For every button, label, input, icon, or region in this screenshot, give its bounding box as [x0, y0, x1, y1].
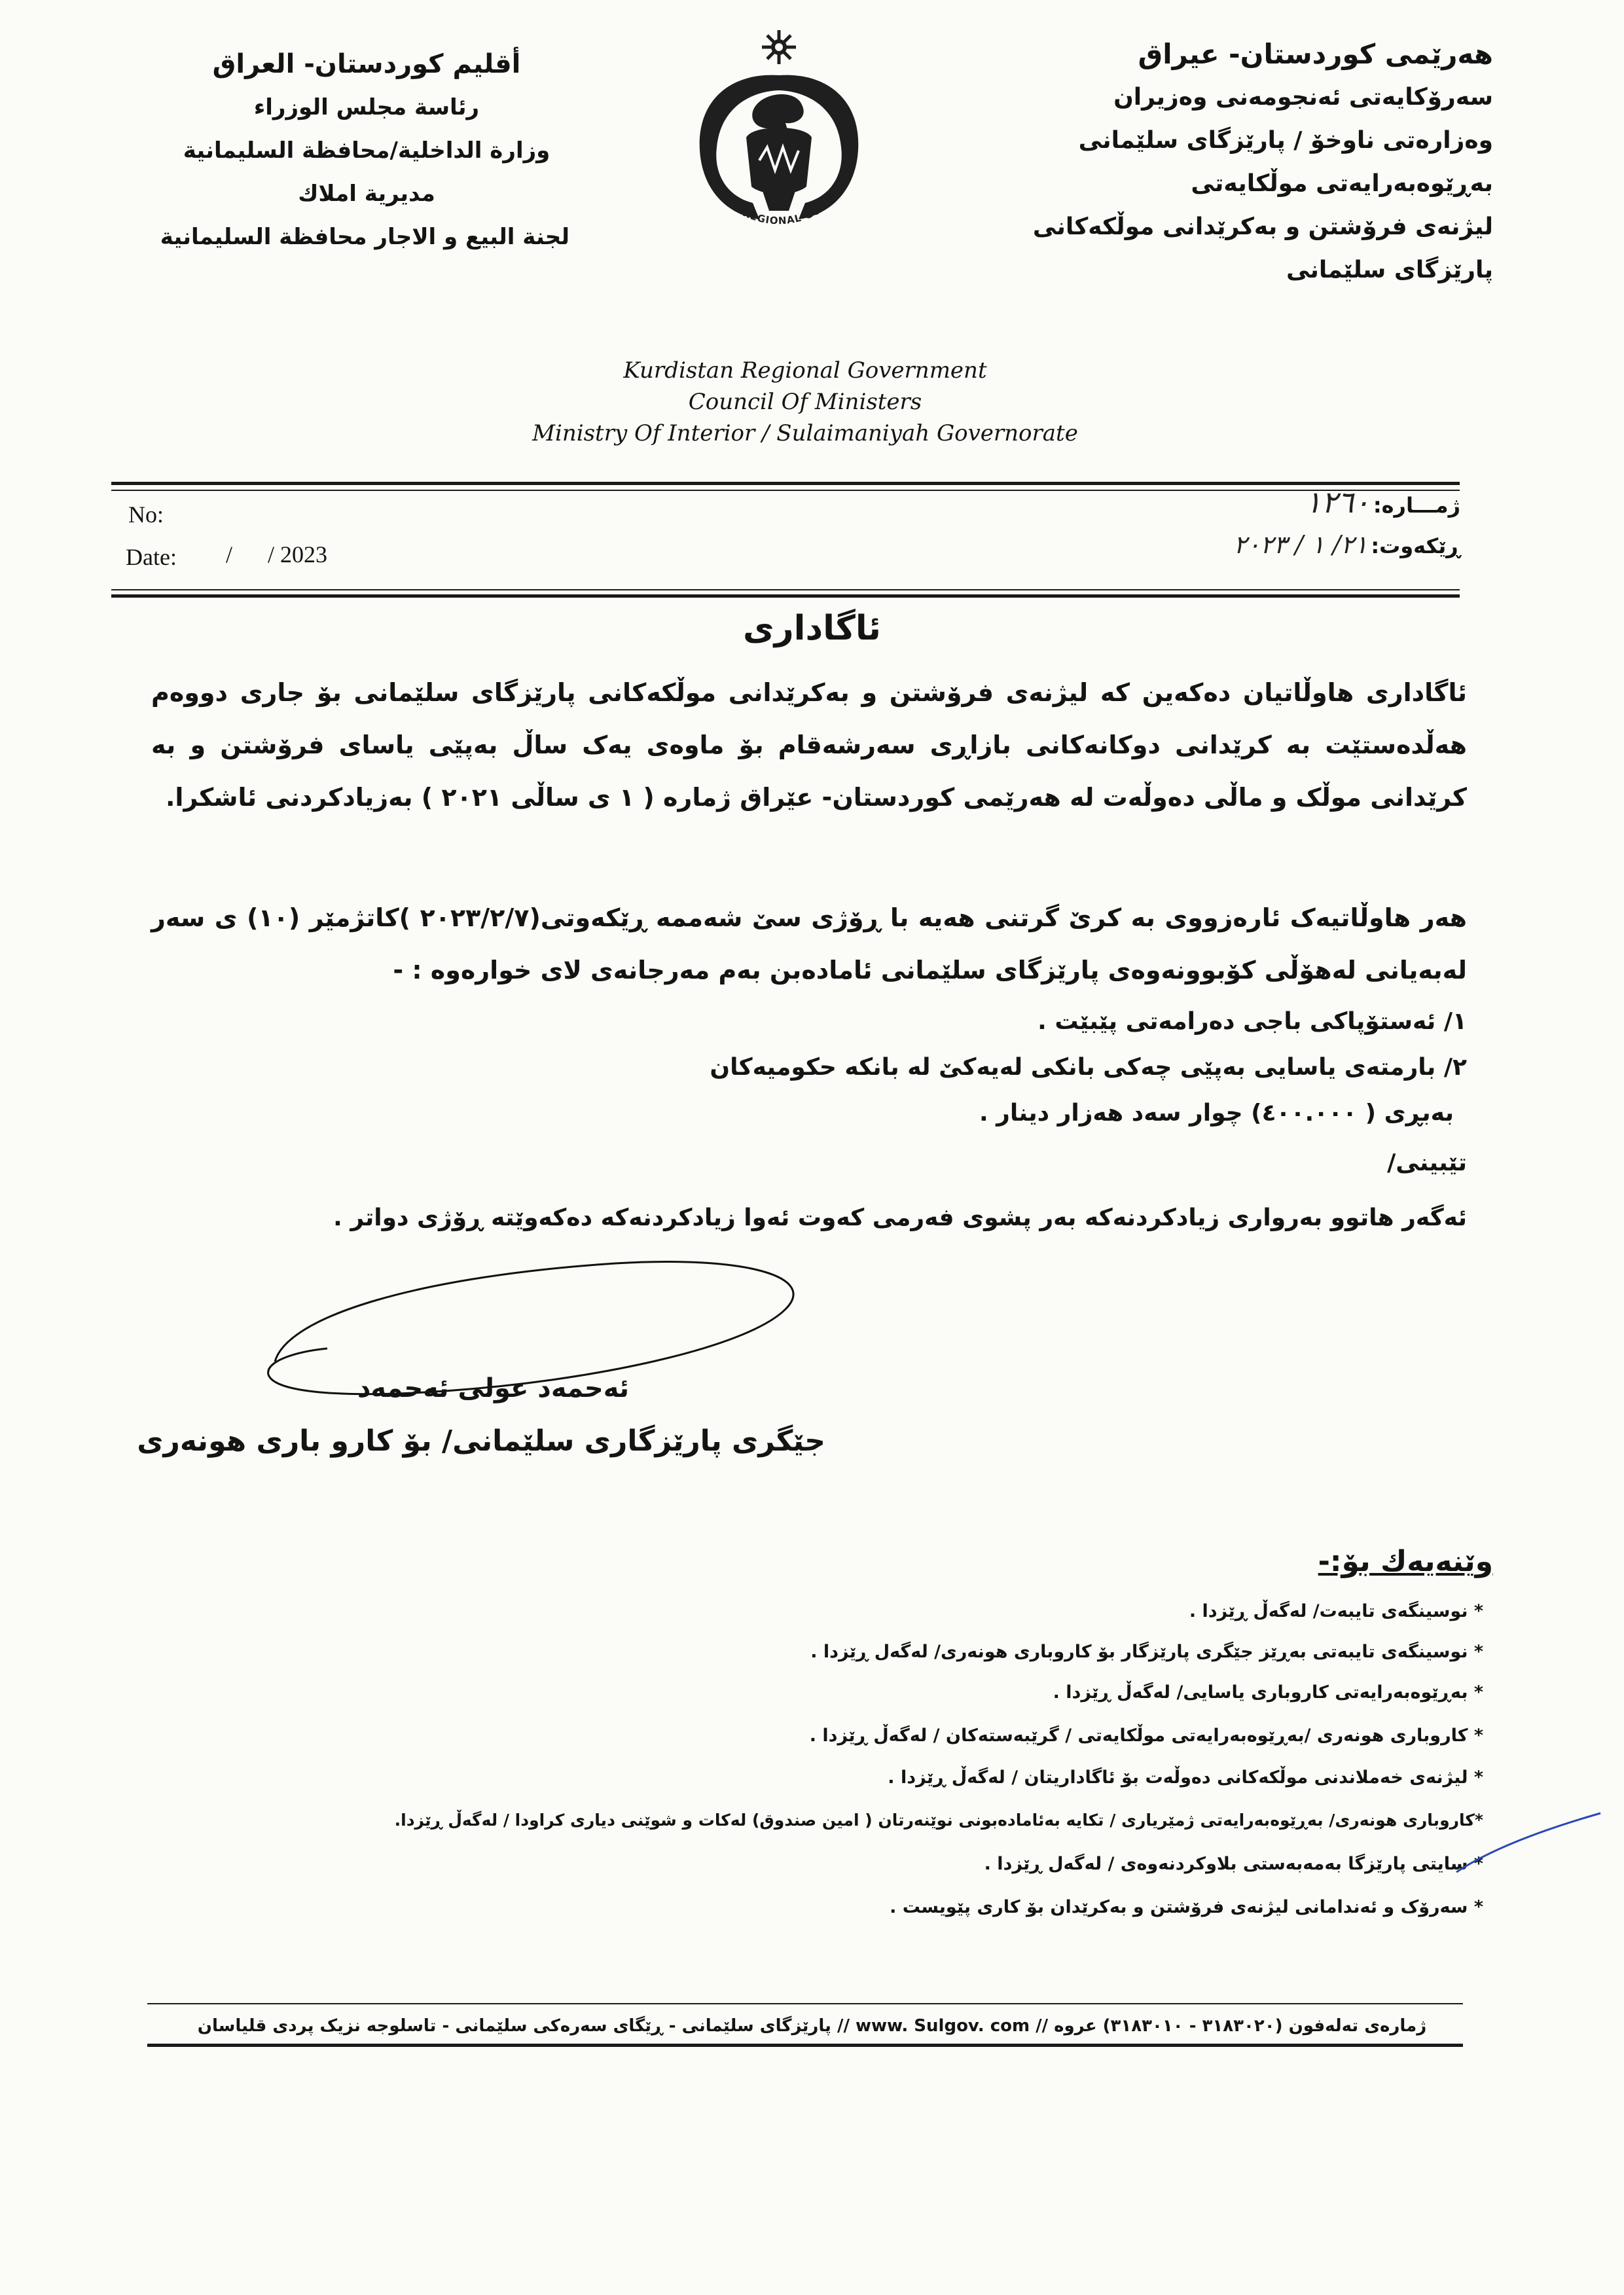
cc-item: *کاروباری هونەری/ بەڕێوەبەرایەتی ژمێریاری / تکایە بەئامادەبونی نوێنەرتان ( امین صندوق) لەکات و شوێنی دیاری کراودا / لەگەڵ ڕێزدا. — [394, 1811, 1483, 1830]
header-kurdish-line: وەزارەتی ناوخۆ / پارێزگای سلێمانی — [1078, 127, 1493, 154]
header-kurdish-line: سەرۆکایەتی ئەنجومەنی وەزیران — [1113, 84, 1493, 111]
header-arabic-block — [160, 43, 569, 259]
header-english-line: Kurdistan Regional Government — [623, 357, 987, 384]
footer-divider-thin — [147, 2003, 1463, 2004]
header-kurdish-line: لیژنەی فرۆشتن و بەکرێدانی موڵکەکانی — [1032, 213, 1493, 240]
header-english-block — [393, 355, 1218, 449]
paragraph-2: هەر هاوڵاتیەک ئارەزووی بە کرێ گرتنی هەیە با ڕۆژی سێ شەممە ڕێکەوتی(٢٠٢٣/٢/٧ )کاتژمێر (١٠) ی سەر لەبەیانی لەهۆڵی کۆبوونەوەی پارێزگای سلێمانی ئامادەبن بەم مەرجانەی لای خوارەوە : - — [151, 903, 1467, 985]
header-divider-thin — [111, 490, 1460, 491]
condition-2-amount: بەبڕی ( ٤٠٠.٠٠٠) چوار سەد هەزار دینار . — [979, 1100, 1454, 1127]
signature-scribble — [249, 1237, 825, 1434]
header-kurdish-block — [904, 33, 1493, 292]
header-arabic-line: أقليم كوردستان- العراق — [212, 49, 521, 79]
header-arabic-line: لجنة البيع و الاجار محافظة السليمانية — [160, 224, 569, 250]
header-arabic-line: وزارة الداخلية/محافظة السليمانية — [183, 137, 550, 164]
cc-item: * بەڕێوەبەرایەتی کاروباری یاسایی/ لەگەڵ ڕێزدا . — [1053, 1682, 1483, 1703]
no-label: No: — [128, 501, 164, 528]
header-english-line: Council Of Ministers — [688, 389, 922, 415]
footer-text: پارێزگای سلێمانی - ڕێگای سەرەکی سلێمانی - تاسلوجە نزیک پردی قلیاسان // www. Sulgov. com // ژمارەی تەلەفون (٣١٨٣٠٢٠ - ٣١٨٣٠١٠) عروە — [197, 2016, 1427, 2036]
number-field — [1305, 484, 1460, 520]
signatory-title: جێگری پارێزگاری سلێمانی/ بۆ کارو باری هونەری — [137, 1424, 825, 1458]
number-value: ١٢٦٠ — [1305, 484, 1370, 520]
signatory-name: ئەحمەد عولی ئەحمەد — [357, 1373, 629, 1403]
header-arabic-line: رئاسة مجلس الوزراء — [253, 94, 480, 120]
date-value: / / 2023 — [226, 541, 328, 568]
announcement-title: ئاگاداری — [743, 609, 881, 648]
date-label: Date: — [126, 544, 177, 570]
cc-item: * نوسینگەی تایبەتی بەڕێز جێگری پارێزگار بۆ کاروباری هونەری/ لەگەل ڕێزدا . — [810, 1642, 1483, 1662]
krg-logo — [655, 20, 903, 268]
eagle-emblem-icon — [655, 20, 903, 268]
header-arabic-line: مديرية املاك — [298, 181, 435, 207]
reference-divider-thin — [111, 589, 1460, 590]
header-kurdish-line: هەرێمی کوردستان- عیراق — [1138, 38, 1493, 70]
header-kurdish-line: بەڕێوەبەرایەتی موڵکایەتی — [1191, 170, 1493, 197]
cc-item: * نوسینگەی تایبەت/ لەگەڵ ڕێزدا . — [1189, 1601, 1483, 1621]
number-label: ژمـــارە: — [1373, 493, 1460, 518]
header-divider-thick — [111, 482, 1460, 485]
condition-2: ٢/ بارمتەی یاسایی بەپێی چەکی بانکی لەیەکێ لە بانکە حکومیەکان — [710, 1054, 1467, 1081]
date-value-ku: ٢١/ ١ / ٢٠٢٣ — [1233, 530, 1368, 559]
reference-divider-thick — [111, 594, 1460, 598]
footer-divider-thick — [147, 2044, 1463, 2047]
note-label: تێبینی/ — [1387, 1149, 1467, 1176]
condition-1: ١/ ئەستۆپاکی باجی دەرامەتی پێبێت . — [1038, 1008, 1467, 1035]
cc-item: * سەرۆک و ئەندامانی لیژنەی فرۆشتن و بەکرێدان بۆ کاری پێویست . — [890, 1897, 1483, 1917]
logo-text: DISTAN REGIONAL GOVERNM — [706, 175, 852, 227]
header-english-line: Ministry Of Interior / Sulaimaniyah Governorate — [532, 420, 1078, 446]
cc-item: * سایتی پارێزگا بەمەبەستی بلاوکردنەوەی / لەگەل ڕێزدا . — [984, 1854, 1483, 1874]
cc-title: وێنەیەك بۆ:- — [1318, 1545, 1493, 1578]
note-text: ئەگەر هاتوو بەرواری زیادکردنەکە بەر پشوی فەرمی کەوت ئەوا زیادکردنەکە دەکەوێتە ڕۆژی دواتر . — [333, 1204, 1467, 1231]
pen-mark — [1453, 1807, 1604, 1879]
date-label-ku: ڕێکەوت: — [1371, 533, 1460, 558]
cc-item: * کاروباری هونەری /بەڕێوەبەرایەتی موڵکایەتی / گرێبەستەکان / لەگەڵ ڕێزدا . — [809, 1726, 1483, 1746]
paragraph-1: ئاگاداری هاوڵاتیان دەکەین کە لیژنەی فرۆشتن و بەکرێدانی موڵکەکانی پارێزگای سلێمانی بۆ جاری دووەم هەڵدەستێت بە کرێدانی دوکانەکانی بازاڕی سەرشەقام بۆ ماوەی یەک ساڵ بەپێی یاسای فرۆشتن و بە کرێدانی موڵک و ماڵی دەوڵەت لە هەرێمی کوردستان- عێراق ژمارە ( ١ ی ساڵی ٢٠٢١ ) بەزیادکردنی ئاشکرا. — [151, 678, 1467, 812]
cc-item: * لیژنەی خەملاندنی موڵکەکانی دەوڵەت بۆ ئاگاداریتان / لەگەڵ ڕێزدا . — [888, 1767, 1483, 1788]
header-kurdish-line: پارێزگای سلێمانی — [1286, 257, 1493, 283]
footer-contact — [0, 2016, 1624, 2036]
date-field — [1233, 530, 1460, 559]
